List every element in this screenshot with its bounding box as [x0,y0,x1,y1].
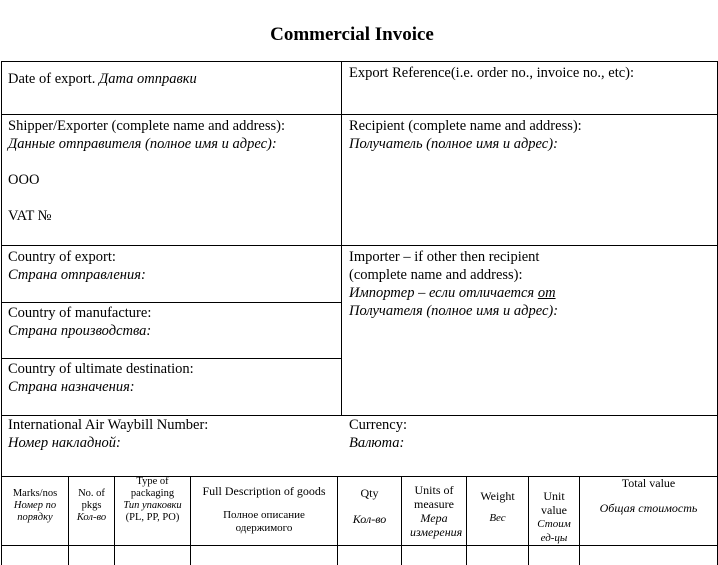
row-divider-3 [1,302,341,303]
col-header-qty: Qty Кол-во [352,486,387,526]
shipper-label: Shipper/Exporter (complete name and address): [8,118,286,134]
export-reference-label: Export Reference(i.e. order no., invoice no., etc): [349,65,635,81]
row-divider-2 [1,245,717,246]
shipper-label-ru: Данные отправителя (полное имя и адрес): [8,136,277,152]
importer-label-ru-line2: Получателя (полное имя и адрес): [349,303,559,319]
recipient-field[interactable] [349,117,715,153]
country-of-manufacture-label: Country of manufacture: [8,305,152,321]
col-header-marks: Marks/nos Номер по порядку [12,488,58,523]
importer-label-line1: Importer – if other then recipient [349,249,540,265]
col-header-description: Full Description of goods Полное описание одержимого [202,484,326,534]
date-of-export-label-ru: Дата отправки [99,71,197,87]
country-of-export-label: Country of export: [8,249,116,265]
row-divider-4 [1,358,341,359]
country-of-destination-field[interactable] [8,360,338,396]
importer-field[interactable] [349,248,715,320]
recipient-label: Recipient (complete name and address): [349,118,582,134]
col-header-weight: Weight Вес [480,489,515,524]
waybill-label-ru: Номер накладной: [8,435,121,451]
row-divider-1 [1,114,717,115]
currency-label-ru: Валюта: [349,435,405,451]
shipper-company: OOO [8,172,40,188]
col-header-total-value: Total value Общая стоимость [599,476,698,515]
currency-label: Currency: [349,417,407,433]
country-of-destination-label-ru: Страна назначения: [8,379,135,395]
invoice-form [1,61,718,565]
importer-label-ru-line1: Импортер – если отличается [349,285,538,301]
border-top [1,61,717,62]
document-title: Commercial Invoice [270,24,434,45]
col-header-pkgs: No. of pkgs Кол-во [76,488,107,523]
importer-label-ru-underlined: от [537,285,556,301]
country-of-manufacture-label-ru: Страна производства: [8,323,152,339]
currency-field[interactable] [349,416,715,452]
recipient-label-ru: Получатель (полное имя и адрес): [349,136,558,152]
date-of-export-field[interactable] [8,70,338,88]
shipper-vat: VAT № [8,208,52,224]
country-of-destination-label: Country of ultimate destination: [8,361,194,377]
country-of-export-label-ru: Страна отправления: [8,267,146,283]
country-of-manufacture-field[interactable] [8,304,338,340]
date-of-export-label: Date of export. [8,71,96,87]
waybill-field[interactable] [8,416,338,452]
table-header-bottom [1,545,717,546]
country-of-export-field[interactable] [8,248,338,284]
col-header-packaging: Type of packaging Тип упаковки (PL, PP, PO) [123,476,182,523]
waybill-label: International Air Waybill Number: [8,417,209,433]
importer-label-line2: (complete name and address): [349,267,523,283]
shipper-field[interactable] [8,117,338,153]
export-reference-field[interactable] [349,64,715,82]
col-header-units: Units of measure Мера измерения [410,483,463,539]
col-header-unit-value: Unit value Стоим ед-цы [537,489,571,544]
